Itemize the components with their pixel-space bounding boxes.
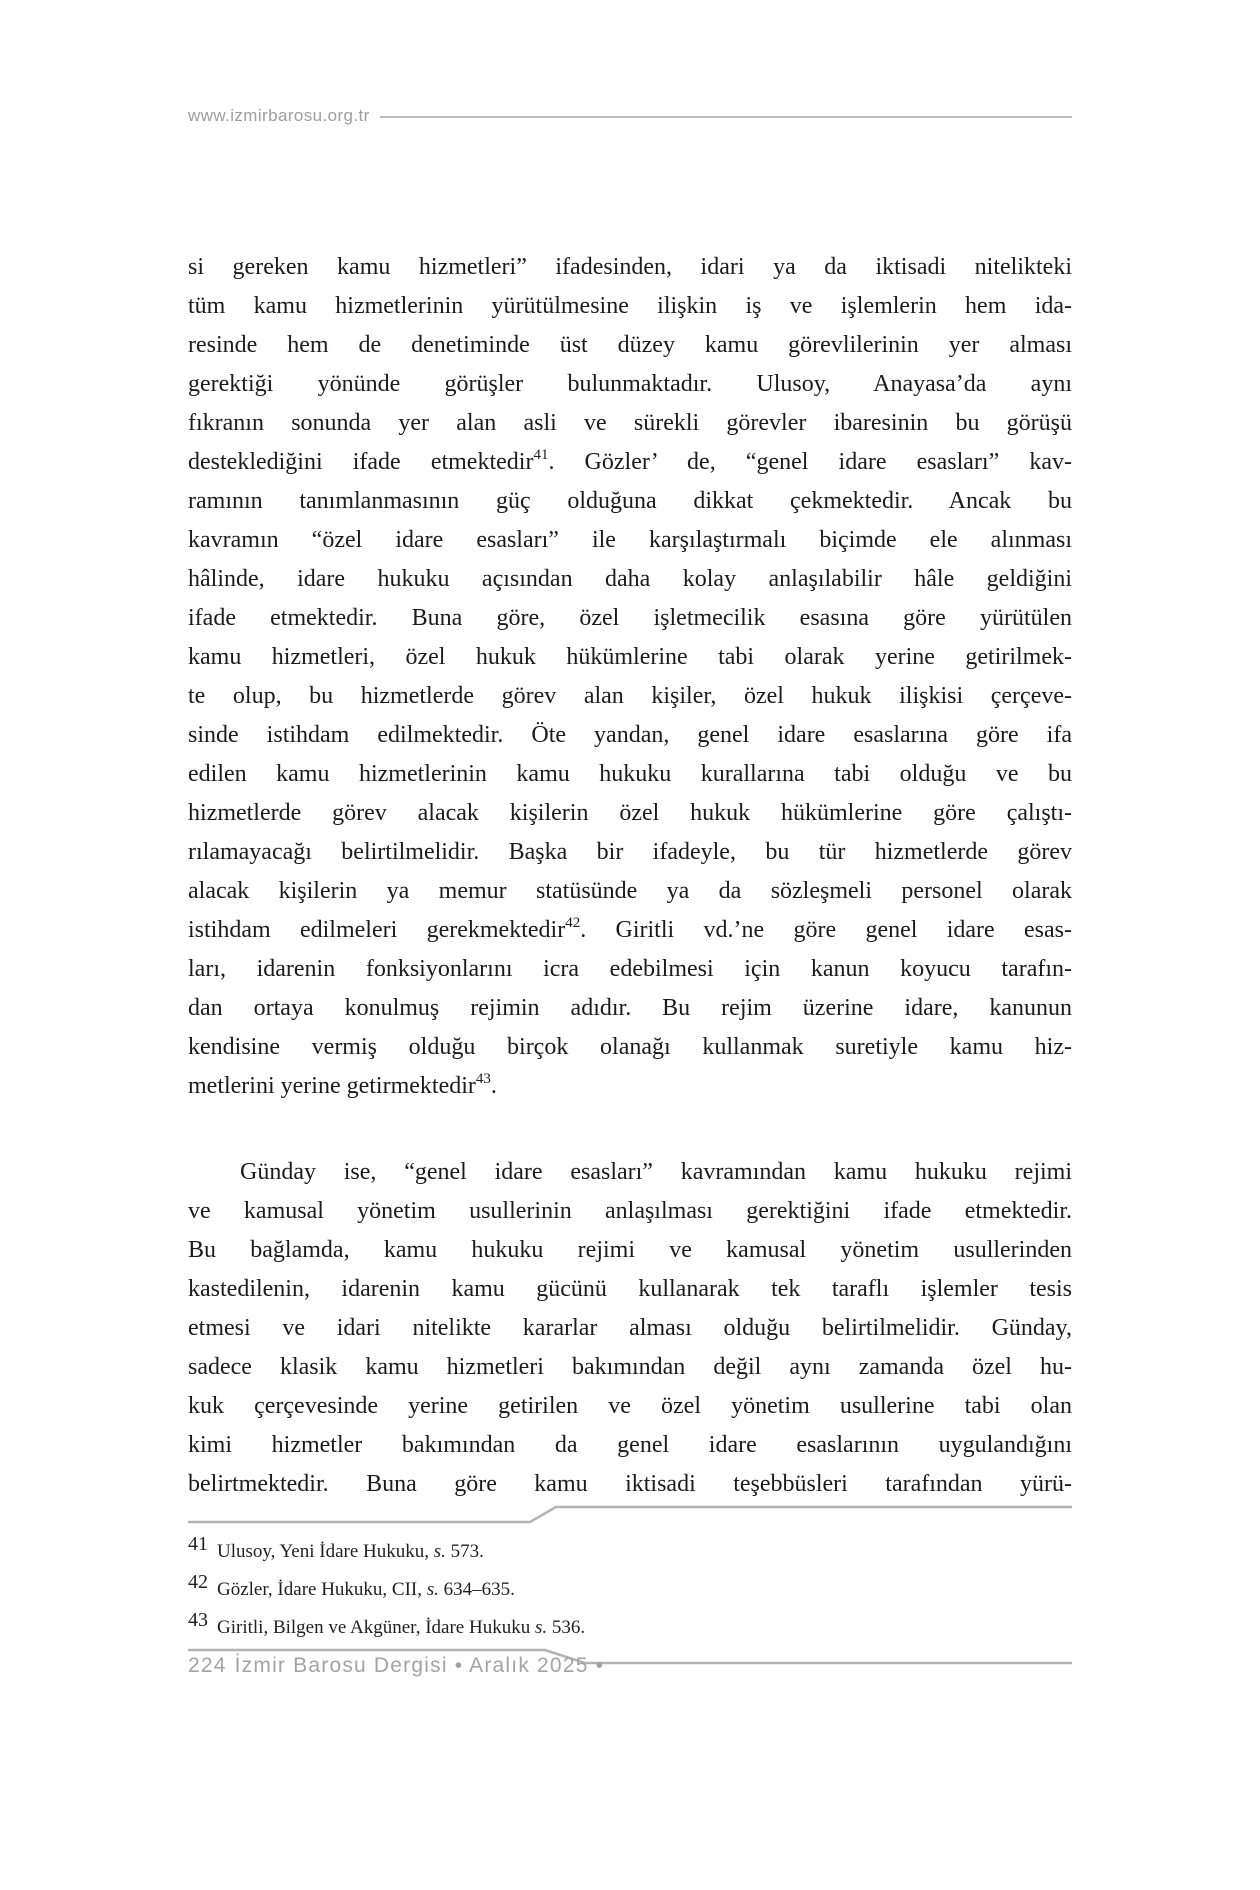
body-line: Günday ise, “genel idare esasları” kavramından kamu hukuku rejimi	[240, 1159, 1072, 1185]
paragraph-2	[188, 1153, 1072, 1504]
footnote-text: Ulusoy, Yeni İdare Hukuku,	[217, 1541, 434, 1562]
body-line: edilen kamu hizmetlerinin kamu hukuku kurallarına tabi olduğu ve bu	[188, 761, 1072, 787]
text-segment: istihdam edilmeleri gerekmektedir	[188, 917, 566, 943]
body-line: belirtmektedir. Buna göre kamu iktisadi teşebbüsleri tarafından yürü-	[188, 1471, 1072, 1497]
page-abbrev: s.	[426, 1579, 439, 1600]
footnote-pages: 536.	[547, 1617, 586, 1638]
text-segment: . Giritli vd.’ne göre genel idare esas-	[580, 917, 1072, 943]
body-line	[188, 1067, 1072, 1106]
footnote-number: 43	[188, 1609, 208, 1631]
page-footer	[188, 1654, 604, 1678]
journal-name-issue: İzmir Barosu Dergisi • Aralık 2025 •	[234, 1654, 605, 1677]
footnote-ref-41: 41	[533, 447, 549, 463]
page-abbrev: s.	[534, 1617, 548, 1638]
paragraph-1	[188, 248, 1072, 1106]
footnote-ref-43: 43	[475, 1071, 491, 1087]
body-line: hizmetlerde görev alacak kişilerin özel hukuk hükümlerine göre çalıştı-	[188, 800, 1072, 826]
body-text	[188, 248, 1072, 1504]
footnote-text: Gözler, İdare Hukuku, CII,	[217, 1579, 427, 1600]
text-segment: desteklediğini ifade etmektedir	[188, 449, 534, 475]
body-line	[188, 911, 1072, 950]
page-number: 224	[188, 1654, 227, 1677]
body-line: dan ortaya konulmuş rejimin adıdır. Bu rejim üzerine idare, kanunun	[188, 995, 1072, 1021]
body-line: kavramın “özel idare esasları” ile karşılaştırmalı biçimde ele alınması	[188, 527, 1072, 553]
body-line: hâlinde, idare hukuku açısından daha kolay anlaşılabilir hâle geldiğini	[188, 566, 1072, 592]
footnote-pages: 573.	[445, 1541, 484, 1562]
body-line: etmesi ve idari nitelikte kararlar alması olduğu belirtilmelidir. Günday,	[188, 1315, 1072, 1341]
footnote-text: Giritli, Bilgen ve Akgüner, İdare Hukuku	[217, 1617, 535, 1638]
body-line: ramının tanımlanmasının güç olduğuna dikkat çekmektedir. Ancak bu	[188, 488, 1072, 514]
body-line: alacak kişilerin ya memur statüsünde ya da sözleşmeli personel olarak	[188, 878, 1072, 904]
body-line: kamu hizmetleri, özel hukuk hükümlerine tabi olarak yerine getirilmek-	[188, 644, 1072, 670]
body-line: ve kamusal yönetim usullerinin anlaşılması gerektiğini ifade etmektedir.	[188, 1198, 1072, 1224]
journal-url: www.izmirbarosu.org.tr	[188, 106, 370, 125]
page-header	[188, 106, 1072, 126]
body-line: rılamayacağı belirtilmelidir. Başka bir ifadeyle, bu tür hizmetlerde görev	[188, 839, 1072, 865]
body-line: ifade etmektedir. Buna göre, özel işletmecilik esasına göre yürütülen	[188, 605, 1072, 631]
body-line: gerektiği yönünde görüşler bulunmaktadır. Ulusoy, Anayasa’da aynı	[188, 371, 1072, 397]
body-line: kimi hizmetler bakımından da genel idare esaslarının uygulandığını	[188, 1432, 1072, 1458]
footnote-number: 42	[188, 1571, 208, 1593]
body-line: ları, idarenin fonksiyonlarını icra edebilmesi için kanun koyucu tarafın-	[188, 956, 1072, 982]
body-line: resinde hem de denetiminde üst düzey kamu görevlilerinin yer alması	[188, 332, 1072, 358]
text-segment: . Gözler’ de, “genel idare esasları” kav-	[548, 449, 1072, 475]
body-line: si gereken kamu hizmetleri” ifadesinden, idari ya da iktisadi nitelikteki	[188, 254, 1072, 280]
text-segment: metlerini yerine getirmektedir	[188, 1073, 476, 1099]
body-line	[188, 443, 1072, 482]
body-line: te olup, bu hizmetlerde görev alan kişiler, özel hukuk ilişkisi çerçeve-	[188, 683, 1072, 709]
footnote-43	[188, 1609, 1072, 1641]
body-line: tüm kamu hizmetlerinin yürütülmesine ilişkin iş ve işlemlerin hem ida-	[188, 293, 1072, 319]
footnote-pages: 634–635.	[438, 1579, 515, 1600]
footnote-42	[188, 1571, 1072, 1603]
footnote-separator-rule	[188, 1503, 1072, 1527]
body-line: kuk çerçevesinde yerine getirilen ve özel yönetim usullerine tabi olan	[188, 1393, 1072, 1419]
header-rule	[380, 116, 1072, 118]
body-line: fıkranın sonunda yer alan asli ve sürekli görevler ibaresinin bu görüşü	[188, 410, 1072, 436]
body-line: sadece klasik kamu hizmetleri bakımından değil aynı zamanda özel hu-	[188, 1354, 1072, 1380]
footnote-41	[188, 1533, 1072, 1565]
text-segment: .	[490, 1073, 497, 1099]
body-line: Bu bağlamda, kamu hukuku rejimi ve kamusal yönetim usullerinden	[188, 1237, 1072, 1263]
footnote-ref-42: 42	[565, 915, 581, 931]
page-abbrev: s.	[433, 1541, 446, 1562]
footnote-number: 41	[188, 1533, 208, 1555]
body-line: sinde istihdam edilmektedir. Öte yandan, genel idare esaslarına göre ifa	[188, 722, 1072, 748]
body-line: kendisine vermiş olduğu birçok olanağı kullanmak suretiyle kamu hiz-	[188, 1034, 1072, 1060]
body-line: kastedilenin, idarenin kamu gücünü kullanarak tek taraflı işlemler tesis	[188, 1276, 1072, 1302]
